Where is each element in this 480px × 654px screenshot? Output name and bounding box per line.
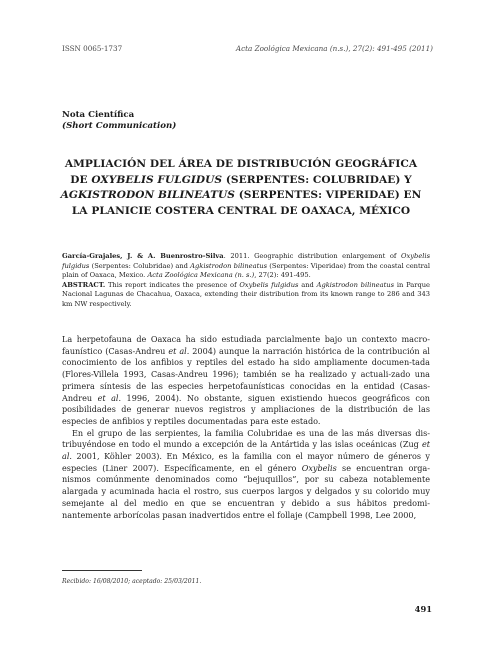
abstract: ABSTRACT. This report indicates the presence of Oxybelis fulgidus and Agkistrodon bilineatus in Parque Nacional Lagunas de Chacahua, Oaxaca, extending their distribution from its known range to 286 and 343 km NW respectively. <box>62 280 430 308</box>
title-line-2: DE OXYBELIS FULGIDUS (SERPENTES: COLUBRIDAE) Y <box>70 173 412 186</box>
section-subtitle: (Short Communication) <box>62 121 177 131</box>
authors: García-Grajales, J. & A. Buenrostro-Silva <box>62 252 224 260</box>
journal-name: Acta Zoológica Mexicana (n. s.) <box>147 271 255 280</box>
citation: García-Grajales, J. & A. Buenrostro-Silva. 2011. Geographic distribution enlargement of Oxybelis fulgidus (Serpentes: Colubridae) and Agkistrodon bilineatus (Serpentes: Viperidae) from the coastal central plain of Oaxaca, Mexico. Acta Zoológica Mexicana (n. s.), 27(2): 491-495. <box>62 252 430 280</box>
title-line-4: LA PLANICIE COSTERA CENTRAL DE OAXACA, MÉXICO <box>71 204 411 217</box>
title-line-3: AGKISTRODON BILINEATUS (SERPENTES: VIPERIDAE) EN <box>60 189 422 201</box>
journal-header: Acta Zoológica Mexicana (n.s.), 27(2): 491-495 (2011) <box>235 44 433 53</box>
footnote-divider <box>62 570 142 571</box>
body-text <box>62 334 430 521</box>
paragraph-2: En el grupo de las serpientes, la familia Colubridae es una de las más diversas dis-tribuyéndose en todo el mundo a excepción de la Antártida y las islas oceánicas (Zug et al. 2001, Köhler 2003). En México, es la familia con el mayor número de géneros y especies (Liner 2007). Específicamente, en el género Oxybelis se encuentran orga-nismos comúnmente denominados como “bejuquillos”, por su cabeza notablemente alargada y acuminada hacia el rostro, sus cuerpos largos y delgados y su colorido muy semejante al del medio en que se encuentran y debido a sus hábitos predomi-nantemente arborícolas pasan inadvertidos entre el follaje (Campbell 1998, Lee 2000, <box>62 427 430 520</box>
footnote: Recibido: 16/08/2010; aceptado: 25/03/2011. <box>62 578 202 585</box>
abstract-label: ABSTRACT. <box>62 280 106 289</box>
section-title: Nota Científica <box>62 110 135 120</box>
page-number: 491 <box>414 604 432 614</box>
species-name: AGKISTRODON BILINEATUS <box>60 189 235 201</box>
title-line-1: AMPLIACIÓN DEL ÁREA DE DISTRIBUCIÓN GEOGRÁFICA <box>64 158 418 170</box>
species-name: OXYBELIS FULGIDUS <box>91 173 223 186</box>
article-title <box>56 157 426 219</box>
paragraph-1: La herpetofauna de Oaxaca ha sido estudiada parcialmente bajo un contexto macro-faunístico (Casas-Andreu et al. 2004) aunque la narración histórica de la contribución al conocimiento de los anfibios y reptiles del estado ha sido ampliamente documen-tada (Flores-Villela 1993, Casas-Andreu 1996); también se ha realizado y actuali-zado una primera síntesis de las especies herpetofaunísticas conocidas en la entidad (Casas-Andreu et al. 1996, 2004). No obstante, siguen existiendo huecos geográficos con posibilidades de generar nuevos registros y ampliaciones de la distribución de las especies de anfibios y reptiles documentadas para este estado. <box>62 334 430 426</box>
citation-and-abstract <box>62 252 430 310</box>
issn-header: ISSN 0065-1737 <box>62 44 123 53</box>
section-label <box>62 110 176 132</box>
